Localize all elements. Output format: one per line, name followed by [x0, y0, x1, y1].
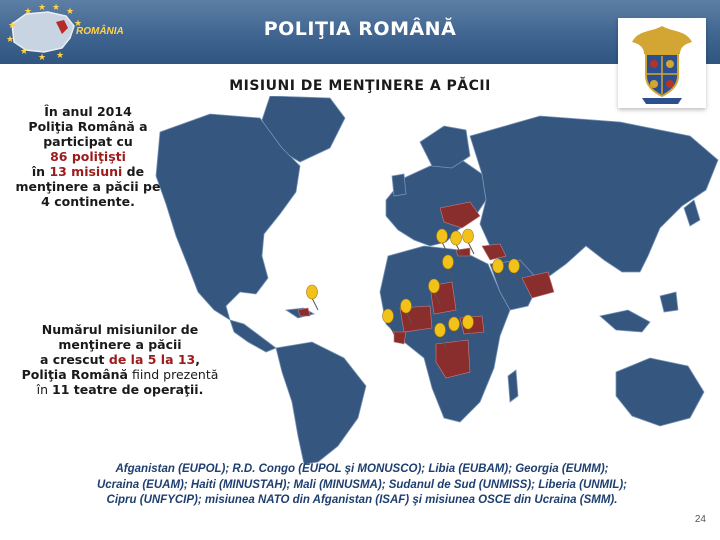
missions-list	[22, 462, 702, 509]
intro-line: În anul	[44, 104, 97, 119]
growth-text	[4, 322, 236, 397]
growth-line: Poliţia Română	[21, 367, 128, 382]
svg-text:★: ★	[56, 51, 65, 60]
page-title: POLIŢIA ROMÂNĂ	[263, 18, 457, 40]
growth-line: a crescut	[39, 352, 109, 367]
intro-year: 2014	[96, 104, 132, 119]
growth-line: menţinere a păcii	[58, 337, 182, 352]
missions-count: 13 misiuni	[49, 164, 123, 179]
svg-text:★: ★	[66, 7, 75, 17]
svg-text:★: ★	[52, 4, 61, 13]
logo-text: ROMÂNIA	[76, 26, 124, 37]
header-bar	[0, 0, 720, 64]
section-title: MISIUNI DE MENŢINERE A PĂCII	[229, 78, 491, 94]
svg-text:★: ★	[38, 53, 47, 60]
missions-line: Ucraina (EUAM); Haiti (MINUSTAH); Mali (MINUSMA); Sudanul de Sud (UNMISS); Liberia (UNMIL);	[96, 478, 628, 491]
intro-line: în	[31, 164, 50, 179]
growth-line: ,	[195, 352, 201, 367]
growth-line: fiind prezentă	[128, 367, 219, 382]
svg-text:★: ★	[38, 4, 47, 13]
growth-line: Numărul misiunilor de	[41, 322, 199, 337]
growth-line: în	[36, 382, 53, 397]
intro-line: 4 continente.	[41, 194, 135, 209]
intro-text	[4, 104, 172, 209]
page-number: 24	[694, 514, 706, 525]
svg-text:★: ★	[6, 35, 15, 45]
intro-line: de	[122, 164, 145, 179]
officers-count: 86 poliţişti	[50, 149, 126, 164]
intro-line: Poliţia Română a	[28, 119, 148, 134]
intro-line: participat cu	[43, 134, 133, 149]
svg-text:★: ★	[24, 7, 33, 17]
svg-text:★: ★	[20, 47, 29, 57]
missions-line: Afganistan (EUPOL); R.D. Congo (EUPOL şi MONUSCO); Libia (EUBAM); Georgia (EUMM);	[115, 463, 609, 475]
missions-line: Cipru (UNFYCIP); misiunea NATO din Afganistan (ISAF) şi misiunea OSCE din Ucraina (SMM).	[106, 494, 618, 506]
svg-text:★: ★	[8, 21, 17, 31]
coat-of-arms-icon	[618, 18, 706, 108]
growth-range: de la 5 la 13	[108, 352, 196, 367]
theatres-count: 11 teatre de operaţii.	[52, 382, 204, 397]
intro-line: menţinere a păcii pe	[15, 179, 161, 194]
svg-text:★: ★	[74, 19, 83, 29]
